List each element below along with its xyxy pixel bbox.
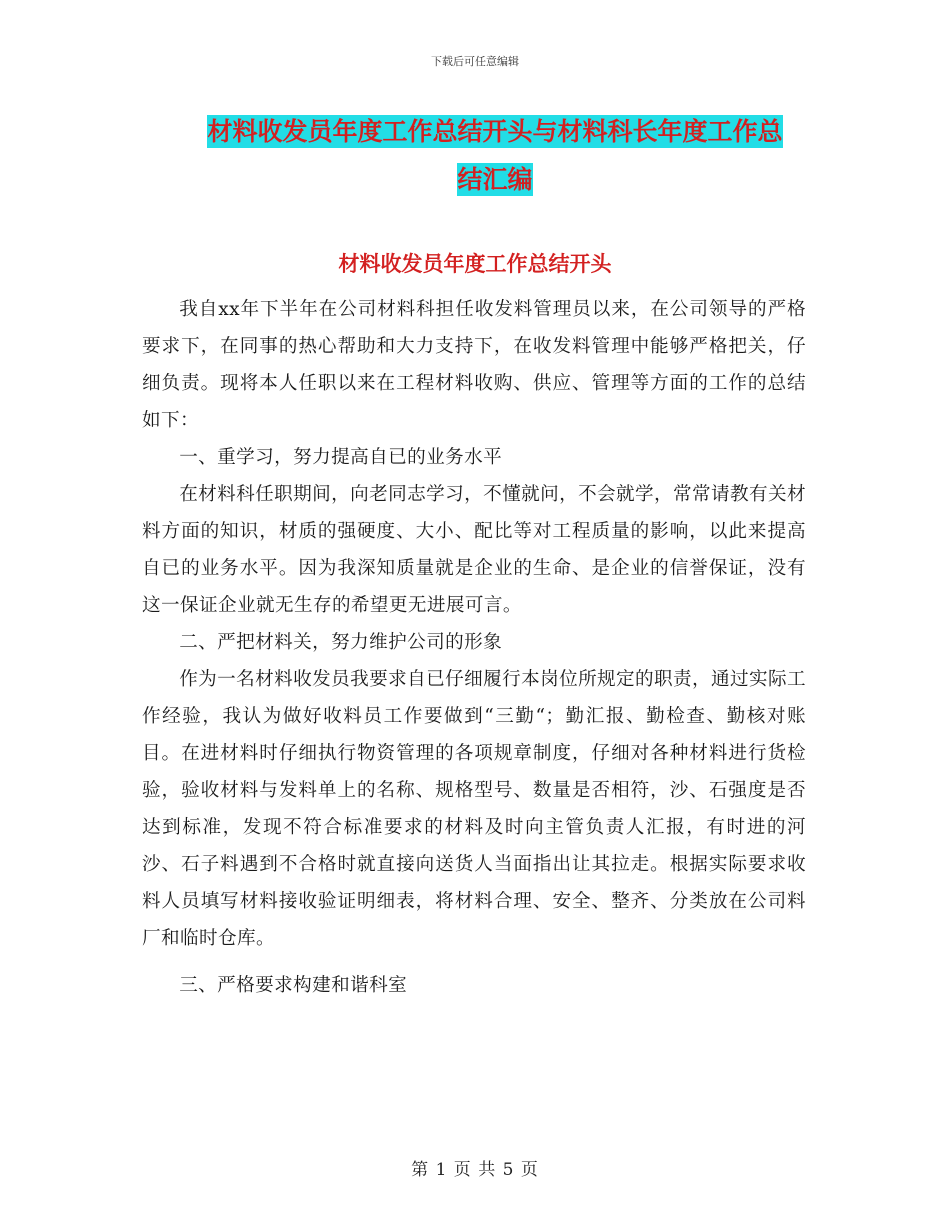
heading-point-3: 三、严格要求构建和谐科室 bbox=[179, 975, 408, 996]
header-note: 下载后可任意编辑 bbox=[431, 55, 519, 68]
document-title bbox=[185, 108, 805, 204]
document-title-line-2: 结汇编 bbox=[457, 165, 533, 194]
paragraph-intro: 我自xx年下半年在公司材料科担任收发料管理员以来，在公司领导的严格要求下，在同事的热心帮助和大力支持下，在收发料管理中能够严格把关，仔细负责。现将本人任职以来在工程材料收购、供应、管理等方面的工作的总结如下： bbox=[142, 299, 806, 431]
page-footer: 第 1 页 共 5 页 bbox=[411, 1160, 539, 1180]
document-body bbox=[142, 291, 806, 1004]
section-title: 材料收发员年度工作总结开头 bbox=[338, 252, 612, 276]
paragraph-point-1: 在材料科任职期间，向老同志学习，不懂就问，不会就学，常常请教有关材料方面的知识，材质的强硬度、大小、配比等对工程质量的影响，以此来提高自已的业务水平。因为我深知质量就是企业的生命、是企业的信誉保证，没有这一保证企业就无生存的希望更无进展可言。 bbox=[142, 484, 806, 616]
paragraph-point-2: 作为一名材料收发员我要求自已仔细履行本岗位所规定的职责，通过实际工作经验，我认为做好收料员工作要做到“三勤“；勤汇报、勤检查、勤核对账目。在进材料时仔细执行物资管理的各项规章制度，仔细对各种材料进行货检验，验收材料与发料单上的名称、规格型号、数量是否相符，沙、石强度是否达到标准，发现不符合标准要求的材料及时向主管负责人汇报，有时进的河沙、石子料遇到不合格时就直接向送货人当面指出让其拉走。根据实际要求收料人员填写材料接收验证明细表，将材料合理、安全、整齐、分类放在公司料厂和临时仓库。 bbox=[142, 669, 806, 949]
document-title-line-1: 材料收发员年度工作总结开头与材料科长年度工作总 bbox=[207, 117, 783, 146]
heading-point-2: 二、严把材料关，努力维护公司的形象 bbox=[179, 632, 503, 653]
heading-point-1: 一、重学习，努力提高自已的业务水平 bbox=[179, 447, 503, 468]
